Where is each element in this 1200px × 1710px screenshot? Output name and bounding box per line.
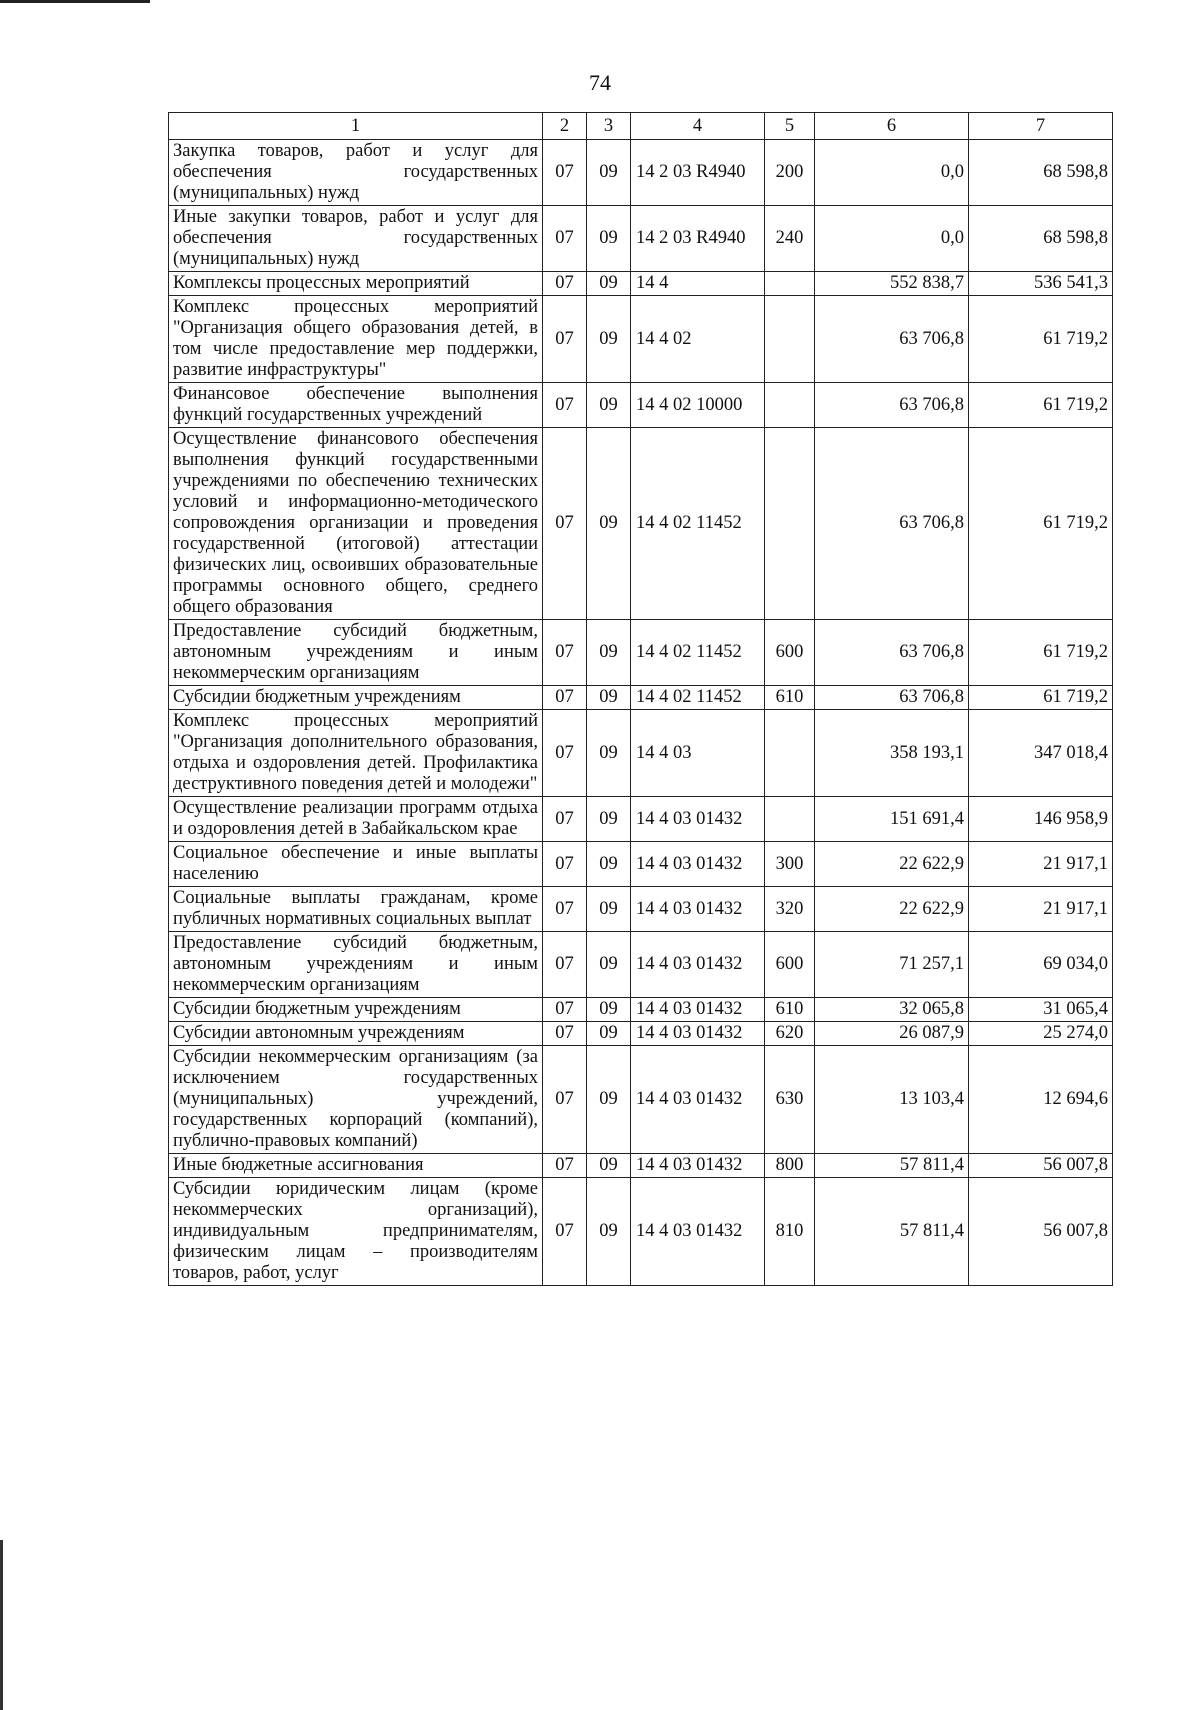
amount-col6: 57 811,4 xyxy=(815,1154,969,1178)
amount-col7: 68 598,8 xyxy=(969,140,1113,206)
column-header: 1 xyxy=(169,113,543,140)
expense-type-code: 800 xyxy=(765,1154,815,1178)
program-code: 14 4 02 10000 xyxy=(631,383,765,428)
expense-type-code: 200 xyxy=(765,140,815,206)
section-code: 07 xyxy=(543,1154,587,1178)
program-code: 14 4 03 01432 xyxy=(631,1022,765,1046)
subsection-code: 09 xyxy=(587,206,631,272)
subsection-code: 09 xyxy=(587,428,631,620)
expense-type-code: 810 xyxy=(765,1178,815,1286)
amount-col7: 21 917,1 xyxy=(969,887,1113,932)
program-code: 14 4 03 01432 xyxy=(631,1178,765,1286)
section-code: 07 xyxy=(543,932,587,998)
section-code: 07 xyxy=(543,272,587,296)
amount-col7: 12 694,6 xyxy=(969,1046,1113,1154)
subsection-code: 09 xyxy=(587,710,631,797)
table-row xyxy=(169,710,1113,797)
expense-type-code: 620 xyxy=(765,1022,815,1046)
amount-col6: 358 193,1 xyxy=(815,710,969,797)
row-name: Социальное обеспечение и иные выплаты населению xyxy=(169,842,543,887)
row-name: Комплекс процессных мероприятий "Организация общего образования детей, в том числе предоставление мер поддержки, развитие инфраструктуры" xyxy=(169,296,543,383)
column-header: 2 xyxy=(543,113,587,140)
table-row xyxy=(169,1046,1113,1154)
section-code: 07 xyxy=(543,998,587,1022)
budget-table xyxy=(168,112,1113,1286)
program-code: 14 2 03 R4940 xyxy=(631,140,765,206)
table-row xyxy=(169,296,1113,383)
expense-type-code: 600 xyxy=(765,620,815,686)
section-code: 07 xyxy=(543,1022,587,1046)
subsection-code: 09 xyxy=(587,797,631,842)
expense-type-code: 300 xyxy=(765,842,815,887)
program-code: 14 4 03 01432 xyxy=(631,1046,765,1154)
row-name: Субсидии бюджетным учреждениям xyxy=(169,998,543,1022)
subsection-code: 09 xyxy=(587,1022,631,1046)
amount-col7: 25 274,0 xyxy=(969,1022,1113,1046)
program-code: 14 4 xyxy=(631,272,765,296)
amount-col7: 61 719,2 xyxy=(969,296,1113,383)
row-name: Финансовое обеспечение выполнения функций государственных учреждений xyxy=(169,383,543,428)
table-row xyxy=(169,140,1113,206)
amount-col7: 536 541,3 xyxy=(969,272,1113,296)
subsection-code: 09 xyxy=(587,383,631,428)
program-code: 14 2 03 R4940 xyxy=(631,206,765,272)
expense-type-code: 320 xyxy=(765,887,815,932)
section-code: 07 xyxy=(543,620,587,686)
amount-col7: 68 598,8 xyxy=(969,206,1113,272)
amount-col6: 63 706,8 xyxy=(815,620,969,686)
subsection-code: 09 xyxy=(587,272,631,296)
table-row xyxy=(169,383,1113,428)
subsection-code: 09 xyxy=(587,296,631,383)
program-code: 14 4 02 11452 xyxy=(631,428,765,620)
program-code: 14 4 03 01432 xyxy=(631,932,765,998)
amount-col6: 22 622,9 xyxy=(815,842,969,887)
row-name: Осуществление реализации программ отдыха и оздоровления детей в Забайкальском крае xyxy=(169,797,543,842)
subsection-code: 09 xyxy=(587,140,631,206)
column-header: 5 xyxy=(765,113,815,140)
row-name: Предоставление субсидий бюджетным, автономным учреждениям и иным некоммерческим организациям xyxy=(169,932,543,998)
row-name: Закупка товаров, работ и услуг для обеспечения государственных (муниципальных) нужд xyxy=(169,140,543,206)
amount-col7: 69 034,0 xyxy=(969,932,1113,998)
table-body xyxy=(169,140,1113,1286)
program-code: 14 4 02 11452 xyxy=(631,620,765,686)
amount-col6: 71 257,1 xyxy=(815,932,969,998)
expense-type-code: 600 xyxy=(765,932,815,998)
program-code: 14 4 03 01432 xyxy=(631,842,765,887)
table-row xyxy=(169,1022,1113,1046)
row-name: Комплекс процессных мероприятий "Организация дополнительного образования, отдыха и оздоровления детей. Профилактика деструктивного поведения детей и молодежи" xyxy=(169,710,543,797)
expense-type-code: 240 xyxy=(765,206,815,272)
row-name: Субсидии некоммерческим организациям (за исключением государственных (муниципальных) учреждений, государственных корпораций (компаний), публично-правовых компаний) xyxy=(169,1046,543,1154)
section-code: 07 xyxy=(543,686,587,710)
subsection-code: 09 xyxy=(587,620,631,686)
header-row xyxy=(169,113,1113,140)
row-name: Осуществление финансового обеспечения выполнения функций государственными учреждениями по обеспечению технических условий и информационно-методического сопровождения организации и проведения государственной (итоговой) аттестации физических лиц, освоивших образовательные программы основного общего, среднего общего образования xyxy=(169,428,543,620)
expense-type-code: 610 xyxy=(765,686,815,710)
row-name: Социальные выплаты гражданам, кроме публичных нормативных социальных выплат xyxy=(169,887,543,932)
subsection-code: 09 xyxy=(587,932,631,998)
row-name: Иные закупки товаров, работ и услуг для обеспечения государственных (муниципальных) нужд xyxy=(169,206,543,272)
amount-col6: 63 706,8 xyxy=(815,428,969,620)
program-code: 14 4 03 xyxy=(631,710,765,797)
table-row xyxy=(169,206,1113,272)
scan-edge-line xyxy=(0,0,150,3)
row-name: Субсидии бюджетным учреждениям xyxy=(169,686,543,710)
amount-col7: 61 719,2 xyxy=(969,428,1113,620)
section-code: 07 xyxy=(543,797,587,842)
expense-type-code xyxy=(765,428,815,620)
subsection-code: 09 xyxy=(587,887,631,932)
scan-edge-line xyxy=(0,1540,3,1710)
expense-type-code xyxy=(765,797,815,842)
row-name: Предоставление субсидий бюджетным, автономным учреждениям и иным некоммерческим организациям xyxy=(169,620,543,686)
section-code: 07 xyxy=(543,428,587,620)
amount-col7: 61 719,2 xyxy=(969,686,1113,710)
amount-col6: 13 103,4 xyxy=(815,1046,969,1154)
table-row xyxy=(169,797,1113,842)
table-row xyxy=(169,1154,1113,1178)
table-row xyxy=(169,842,1113,887)
section-code: 07 xyxy=(543,887,587,932)
amount-col6: 63 706,8 xyxy=(815,383,969,428)
amount-col6: 63 706,8 xyxy=(815,686,969,710)
section-code: 07 xyxy=(543,710,587,797)
amount-col6: 0,0 xyxy=(815,206,969,272)
amount-col6: 0,0 xyxy=(815,140,969,206)
expense-type-code: 630 xyxy=(765,1046,815,1154)
subsection-code: 09 xyxy=(587,1154,631,1178)
table-row xyxy=(169,932,1113,998)
column-header: 4 xyxy=(631,113,765,140)
table-row xyxy=(169,428,1113,620)
column-header: 3 xyxy=(587,113,631,140)
amount-col7: 56 007,8 xyxy=(969,1178,1113,1286)
section-code: 07 xyxy=(543,1046,587,1154)
amount-col6: 22 622,9 xyxy=(815,887,969,932)
amount-col7: 146 958,9 xyxy=(969,797,1113,842)
program-code: 14 4 03 01432 xyxy=(631,887,765,932)
row-name: Субсидии юридическим лицам (кроме некоммерческих организаций), индивидуальным предпринимателям, физическим лицам – производителям товаров, работ, услуг xyxy=(169,1178,543,1286)
table-row xyxy=(169,887,1113,932)
section-code: 07 xyxy=(543,1178,587,1286)
section-code: 07 xyxy=(543,383,587,428)
amount-col6: 26 087,9 xyxy=(815,1022,969,1046)
row-name: Комплексы процессных мероприятий xyxy=(169,272,543,296)
amount-col6: 63 706,8 xyxy=(815,296,969,383)
table-row xyxy=(169,686,1113,710)
table-row xyxy=(169,620,1113,686)
table-row xyxy=(169,272,1113,296)
expense-type-code: 610 xyxy=(765,998,815,1022)
page-number: 74 xyxy=(589,70,611,95)
section-code: 07 xyxy=(543,296,587,383)
amount-col6: 32 065,8 xyxy=(815,998,969,1022)
section-code: 07 xyxy=(543,842,587,887)
amount-col6: 151 691,4 xyxy=(815,797,969,842)
table-row xyxy=(169,998,1113,1022)
subsection-code: 09 xyxy=(587,1178,631,1286)
expense-type-code xyxy=(765,710,815,797)
amount-col7: 56 007,8 xyxy=(969,1154,1113,1178)
amount-col7: 21 917,1 xyxy=(969,842,1113,887)
table-row xyxy=(169,1178,1113,1286)
subsection-code: 09 xyxy=(587,1046,631,1154)
section-code: 07 xyxy=(543,140,587,206)
subsection-code: 09 xyxy=(587,842,631,887)
row-name: Иные бюджетные ассигнования xyxy=(169,1154,543,1178)
program-code: 14 4 03 01432 xyxy=(631,998,765,1022)
amount-col6: 57 811,4 xyxy=(815,1178,969,1286)
amount-col7: 61 719,2 xyxy=(969,383,1113,428)
subsection-code: 09 xyxy=(587,686,631,710)
column-header: 7 xyxy=(969,113,1113,140)
column-header: 6 xyxy=(815,113,969,140)
program-code: 14 4 03 01432 xyxy=(631,797,765,842)
expense-type-code xyxy=(765,296,815,383)
section-code: 07 xyxy=(543,206,587,272)
expense-type-code xyxy=(765,272,815,296)
program-code: 14 4 03 01432 xyxy=(631,1154,765,1178)
amount-col7: 61 719,2 xyxy=(969,620,1113,686)
subsection-code: 09 xyxy=(587,998,631,1022)
amount-col6: 552 838,7 xyxy=(815,272,969,296)
row-name: Субсидии автономным учреждениям xyxy=(169,1022,543,1046)
amount-col7: 347 018,4 xyxy=(969,710,1113,797)
amount-col7: 31 065,4 xyxy=(969,998,1113,1022)
expense-type-code xyxy=(765,383,815,428)
program-code: 14 4 02 xyxy=(631,296,765,383)
program-code: 14 4 02 11452 xyxy=(631,686,765,710)
